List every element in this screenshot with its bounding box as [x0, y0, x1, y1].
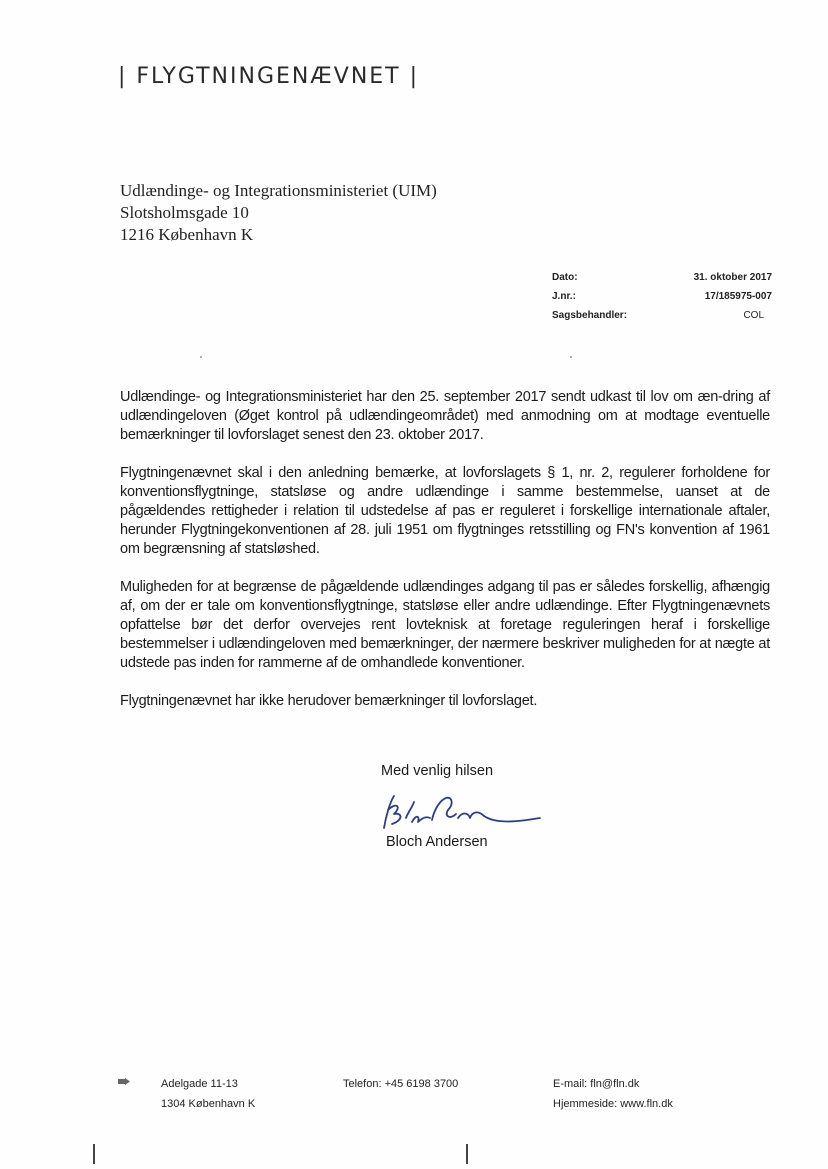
meta-date-label: Dato:: [552, 272, 578, 283]
footer-address: [161, 1074, 255, 1114]
meta-jnr-value: 17/185975-007: [704, 291, 772, 302]
scan-edge-mark: [93, 1144, 95, 1164]
scan-speck: [200, 356, 202, 358]
scan-edge-mark: [466, 1144, 468, 1164]
body-paragraph: Muligheden for at begrænse de pågældende udlændinges adgang til pas er således forskellig, afhængig af, om der er tale om konventionsflygtninge, statsløse eller andre udlændinge. Efter Flygtningenævnets opfattelse bør det derfor overvejes rent lovteknisk at foretage reguleringen heraf i forskellige bestemmelser i udlændingeloven med bemærkninger, der nærmere beskriver muligheden for at nægte at udstede pas inden for rammerne af de omhandlede konventioner.: [120, 579, 770, 671]
meta-handler-value: COL: [743, 310, 764, 321]
meta-date-value: 31. oktober 2017: [693, 272, 772, 283]
meta-date-row: [552, 268, 772, 287]
footer-phone-text: Telefon: +45 6198 3700: [343, 1078, 459, 1090]
recipient-line: Slotsholmsgade 10: [120, 203, 249, 222]
body-paragraph: Flygtningenævnet skal i den anledning bemærke, at lovforslagets § 1, nr. 2, regulerer forholdene for konventionsflygtninge, statsløse og andre udlændinge i samme bestemmelse, uanset at de pågældendes rettigheder i relation til udstedelse af pas er reguleret i forskellige internationale aftaler, herunder Flygtningekonventionen af 28. juli 1951 om flygtninges retsstilling og FN's konvention af 1961 om begrænsning af statsløshed.: [120, 465, 770, 557]
handwritten-signature: [376, 788, 546, 840]
meta-handler-row: [552, 306, 772, 325]
arrow-right-icon: [118, 1078, 130, 1085]
footer-address-line: 1304 København K: [161, 1098, 256, 1110]
letterhead-logo: | FLYGTNINGENÆVNET |: [118, 64, 420, 89]
footer-email: E-mail: fln@fln.dk: [553, 1078, 640, 1090]
meta-jnr-label: J.nr.:: [552, 291, 576, 302]
letter-body: [120, 388, 770, 730]
body-paragraph: Flygtningenævnet har ikke herudover bemærkninger til lovforslaget.: [120, 693, 538, 709]
footer-contact: [553, 1074, 673, 1114]
closing-greeting: Med venlig hilsen: [381, 763, 494, 779]
scan-speck: [570, 356, 572, 358]
footer-website: Hjemmeside: www.fln.dk: [553, 1098, 673, 1110]
body-paragraph: Udlændinge- og Integrationsministeriet har den 25. september 2017 sendt udkast til lov om æn-dring af udlændingeloven (Øget kontrol på udlændingeområdet) med anmodning om at modtage eventuelle bemærkninger til lovforslaget senest den 23. oktober 2017.: [120, 389, 770, 443]
meta-handler-label: Sagsbehandler:: [552, 310, 628, 321]
recipient-line: 1216 København K: [120, 225, 254, 244]
signer-name: Bloch Andersen: [386, 834, 488, 850]
footer-address-line: Adelgade 11-13: [161, 1078, 238, 1090]
recipient-line: Udlændinge- og Integrationsministeriet (UIM): [120, 181, 437, 200]
footer-phone: [343, 1074, 458, 1094]
meta-jnr-row: [552, 287, 772, 306]
recipient-address: [120, 180, 437, 246]
letter-meta: [552, 268, 772, 325]
